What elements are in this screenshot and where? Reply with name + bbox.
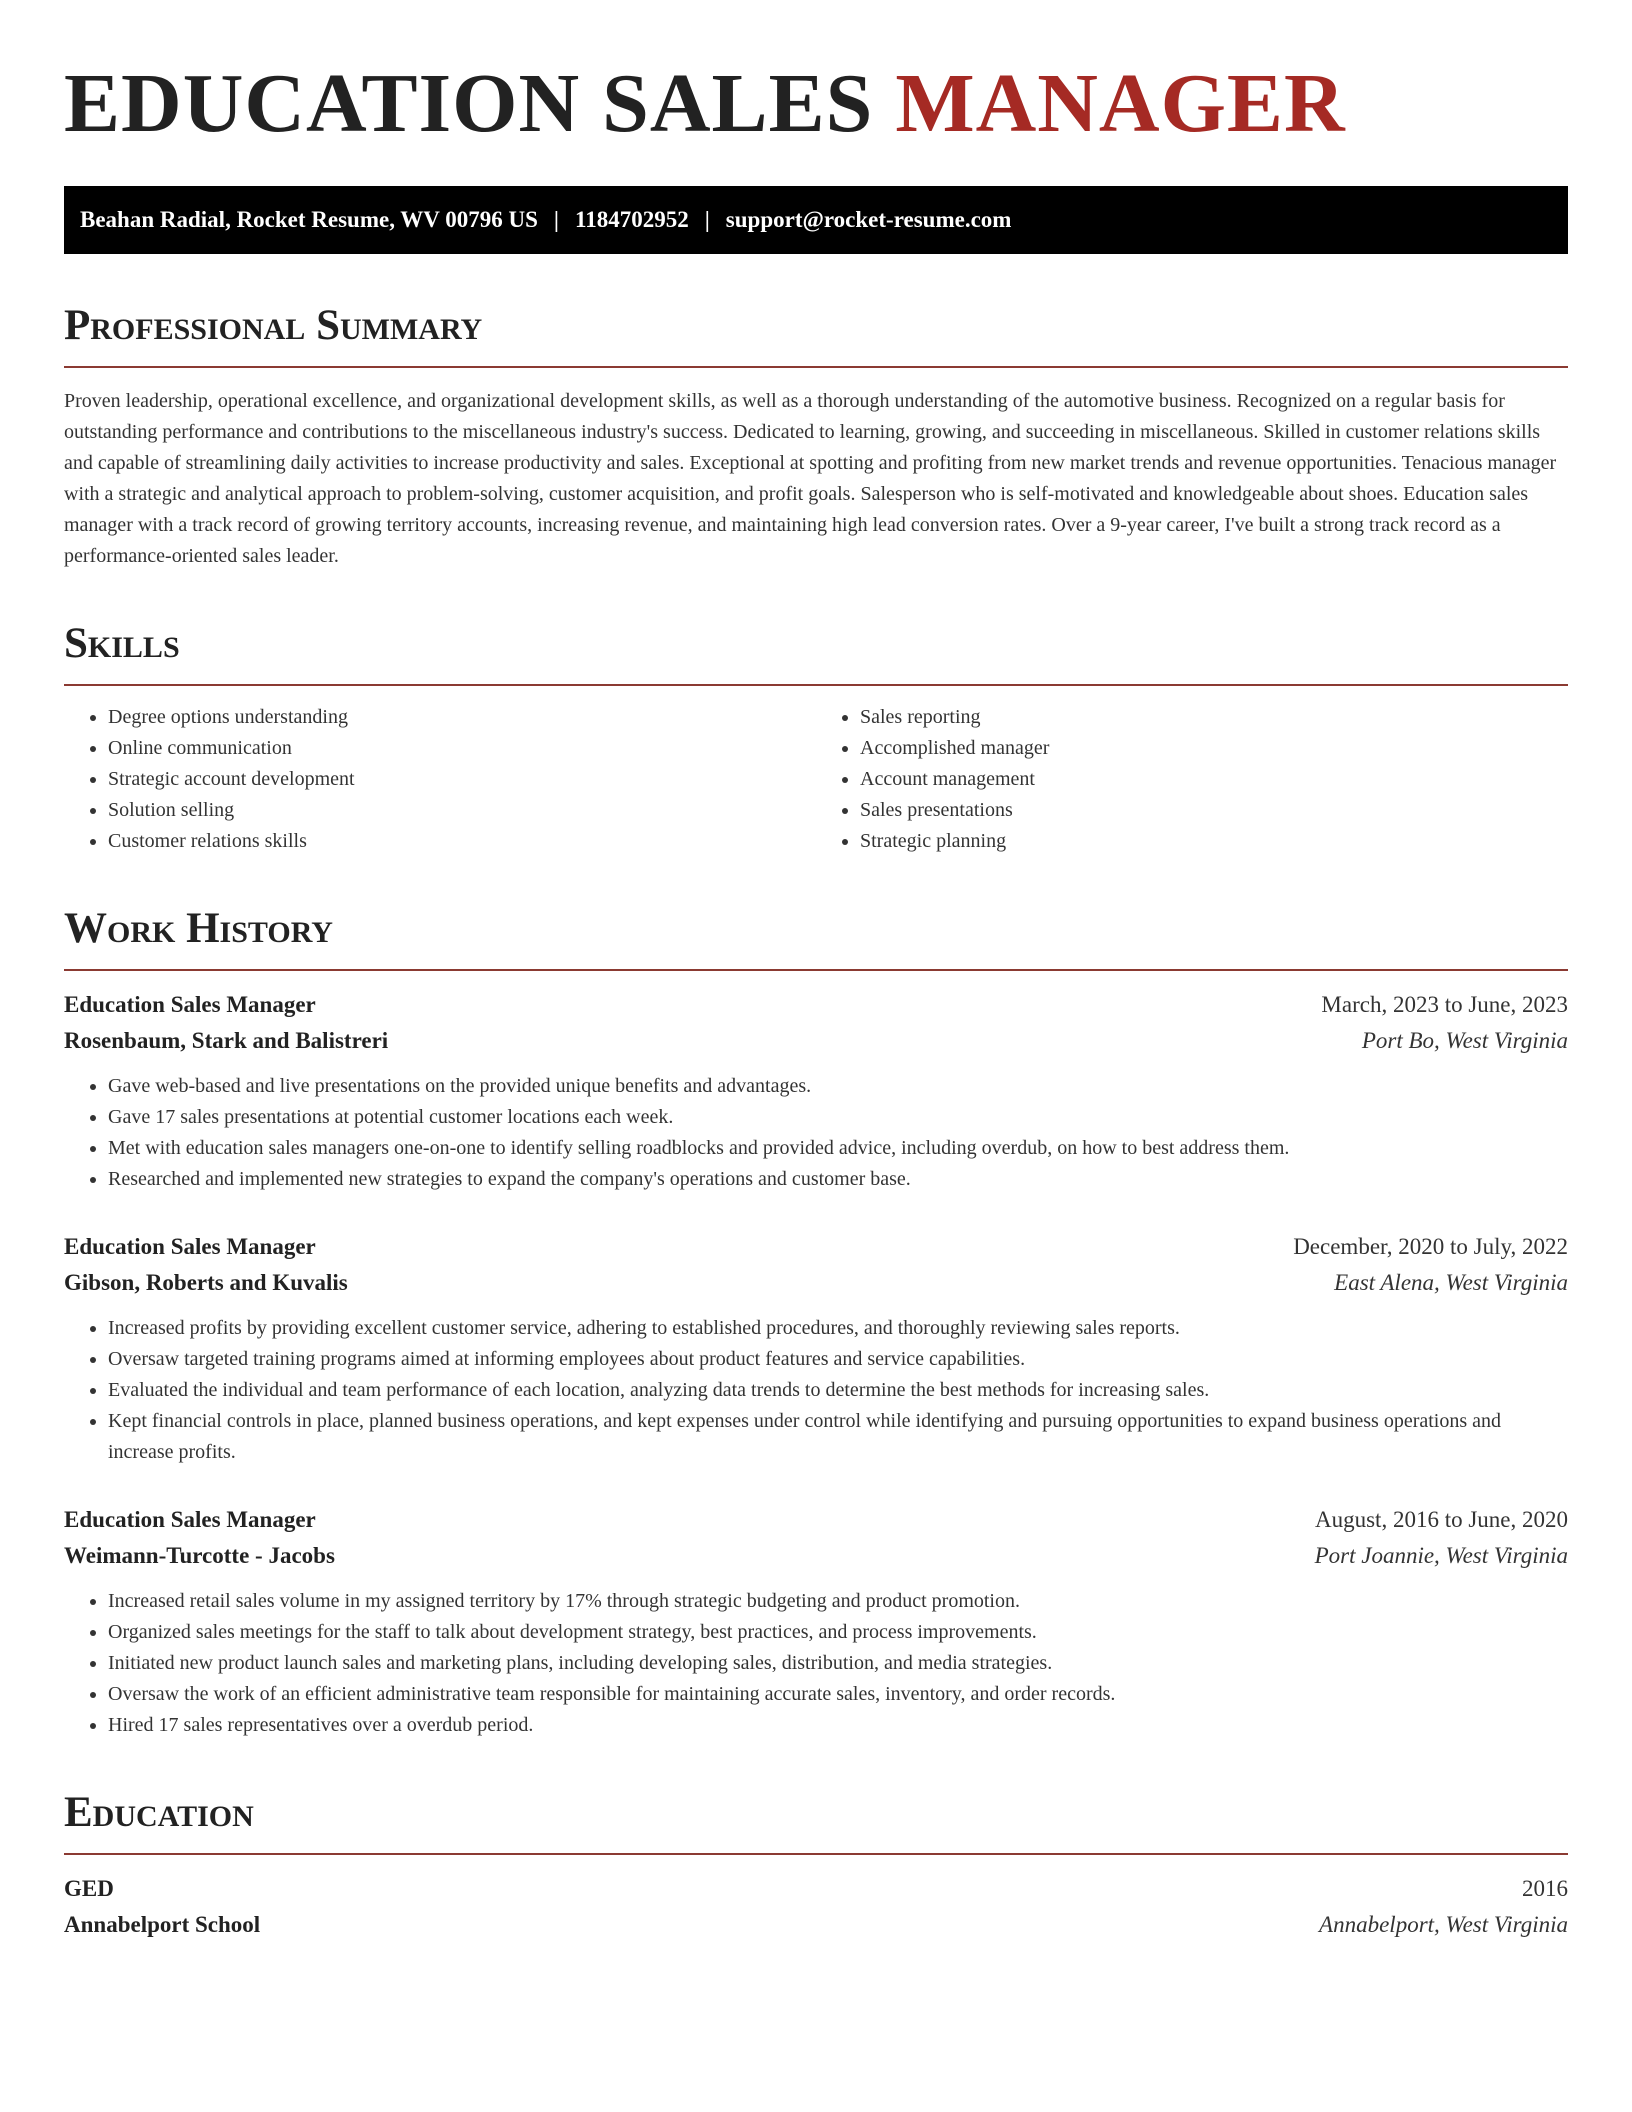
job-location: Port Joannie, West Virginia	[1314, 1543, 1568, 1568]
skill-item: • Online communication	[108, 733, 816, 764]
job-location: East Alena, West Virginia	[1334, 1270, 1568, 1295]
job-entry	[64, 987, 1568, 1195]
job-bullets	[64, 1313, 1568, 1468]
job-bullet: • Met with education sales managers one-on-one to identify selling roadblocks and provided advice, including overdub, on how to best address them.	[108, 1133, 1568, 1164]
job-company: Weimann-Turcotte - Jacobs	[64, 1543, 335, 1568]
job-bullet: • Evaluated the individual and team performance of each location, analyzing data trends to determine the best methods for increasing sales.	[108, 1375, 1568, 1406]
job-entry	[64, 1229, 1568, 1468]
education-degree: GED	[64, 1876, 114, 1901]
job-bullet: • Oversaw the work of an efficient administrative team responsible for maintaining accurate sales, inventory, and order records.	[108, 1679, 1568, 1710]
education-year: 2016	[1522, 1876, 1568, 1901]
job-bullets	[64, 1586, 1568, 1741]
skill-item: • Account management	[860, 764, 1568, 795]
skill-item: • Sales reporting	[860, 702, 1568, 733]
skill-item: • Accomplished manager	[860, 733, 1568, 764]
contact-separator: |	[553, 207, 559, 232]
job-company-row	[64, 1265, 1568, 1301]
education-degree-row	[64, 1871, 1568, 1907]
job-bullet: • Oversaw targeted training programs aimed at informing employees about product features and service capabilities.	[108, 1344, 1568, 1375]
education-entry	[64, 1871, 1568, 1943]
skills-list	[64, 702, 1568, 857]
skills-column-right	[816, 702, 1568, 857]
job-bullet: • Gave web-based and live presentations on the provided unique benefits and advantages.	[108, 1071, 1568, 1102]
skill-item: • Customer relations skills	[108, 826, 816, 857]
resume-title	[64, 56, 1568, 152]
job-title-row	[64, 987, 1568, 1023]
education-location: Annabelport, West Virginia	[1319, 1912, 1568, 1937]
summary-heading: Professional Summary	[64, 302, 483, 349]
work-history-heading: Work History	[64, 905, 333, 952]
title-accent: MANAGER	[895, 57, 1346, 150]
education-heading: Education	[64, 1789, 254, 1836]
job-bullet: • Gave 17 sales presentations at potential customer locations each week.	[108, 1102, 1568, 1133]
job-company-row	[64, 1023, 1568, 1059]
contact-email: support@rocket-resume.com	[725, 207, 1012, 232]
skills-column-left	[64, 702, 816, 857]
job-bullet: • Kept financial controls in place, planned business operations, and kept expenses under control while identifying and pursuing opportunities to expand business operations and increase profits.	[108, 1406, 1568, 1468]
summary-text: Proven leadership, operational excellence, and organizational development skills, as well as a thorough understanding of the automotive business. Recognized on a regular basis for outstanding performance and contributions to the miscellaneous industry's success. Dedicated to learning, growing, and succeeding in miscellaneous. Skilled in customer relations skills and capable of streamlining daily activities to increase productivity and sales. Exceptional at spotting and profiting from new market trends and revenue opportunities. Tenacious manager with a strategic and analytical approach to problem-solving, customer acquisition, and profit goals. Salesperson who is self-motivated and knowledgeable about shoes. Education sales manager with a track record of growing territory accounts, increasing revenue, and maintaining high lead conversion rates. Over a 9-year career, I've built a strong track record as a performance-oriented sales leader.	[64, 390, 1557, 567]
job-title-row	[64, 1229, 1568, 1265]
job-location: Port Bo, West Virginia	[1361, 1028, 1568, 1053]
skill-item: • Sales presentations	[860, 795, 1568, 826]
skill-item: • Strategic planning	[860, 826, 1568, 857]
job-bullet: • Researched and implemented new strategies to expand the company's operations and customer base.	[108, 1164, 1568, 1195]
job-bullet: • Hired 17 sales representatives over a overdub period.	[108, 1710, 1568, 1741]
job-title: Education Sales Manager	[64, 1234, 316, 1259]
job-company: Gibson, Roberts and Kuvalis	[64, 1270, 348, 1295]
job-company-row	[64, 1538, 1568, 1574]
job-bullets	[64, 1071, 1568, 1195]
job-bullet: • Initiated new product launch sales and marketing plans, including developing sales, distribution, and media strategies.	[108, 1648, 1568, 1679]
skills-heading: Skills	[64, 620, 180, 667]
job-entry	[64, 1502, 1568, 1741]
contact-separator: |	[704, 207, 710, 232]
job-title: Education Sales Manager	[64, 992, 316, 1017]
section-divider	[64, 684, 1568, 686]
job-bullet: • Increased profits by providing excellent customer service, adhering to established procedures, and thoroughly reviewing sales reports.	[108, 1313, 1568, 1344]
contact-address: Beahan Radial, Rocket Resume, WV 00796 US	[80, 207, 538, 232]
title-main: EDUCATION SALES	[64, 57, 874, 150]
job-dates: August, 2016 to June, 2020	[1315, 1507, 1568, 1532]
job-company: Rosenbaum, Stark and Balistreri	[64, 1028, 389, 1053]
skill-item: • Solution selling	[108, 795, 816, 826]
contact-bar	[64, 186, 1568, 254]
skill-item: • Degree options understanding	[108, 702, 816, 733]
skill-item: • Strategic account development	[108, 764, 816, 795]
job-bullet: • Organized sales meetings for the staff to talk about development strategy, best practices, and process improvements.	[108, 1617, 1568, 1648]
section-divider	[64, 1853, 1568, 1855]
section-divider	[64, 969, 1568, 971]
job-title-row	[64, 1502, 1568, 1538]
job-bullet: • Increased retail sales volume in my assigned territory by 17% through strategic budgeting and product promotion.	[108, 1586, 1568, 1617]
education-school-row	[64, 1907, 1568, 1943]
contact-phone: 1184702952	[574, 207, 689, 232]
job-dates: December, 2020 to July, 2022	[1293, 1234, 1568, 1259]
job-dates: March, 2023 to June, 2023	[1321, 992, 1568, 1017]
job-title: Education Sales Manager	[64, 1507, 316, 1532]
education-school: Annabelport School	[64, 1912, 261, 1937]
section-divider	[64, 366, 1568, 368]
